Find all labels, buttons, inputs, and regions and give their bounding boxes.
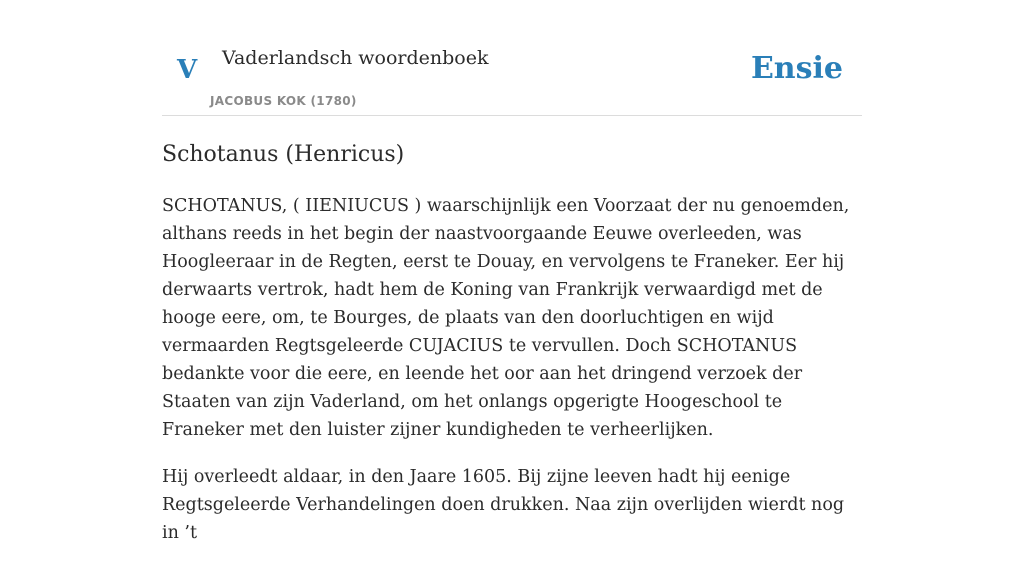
- ensie-logo[interactable]: Ensie: [750, 51, 843, 86]
- index-letter[interactable]: V: [177, 55, 198, 85]
- header: [162, 0, 862, 116]
- entry-title: Schotanus (Henricus): [162, 142, 405, 167]
- entry-paragraph: Hij overleedt aldaar, in den Jaare 1605. Bij zijne leeven hadt hij eenige Regtsgeleerde Verhandelingen doen drukken. Naa zijn overlijden wierdt nog in ’t: [162, 467, 845, 543]
- author-line: JACOBUS KOK (1780): [210, 94, 357, 108]
- page-container: [162, 0, 862, 543]
- book-title[interactable]: Vaderlandsch woordenboek: [222, 47, 489, 69]
- entry-body: [162, 192, 862, 566]
- entry-paragraph: SCHOTANUS, ( IIENIUCUS ) waarschijnlijk een Voorzaat der nu genoemden, althans reeds in het begin der naastvoorgaande Eeuwe overleeden, was Hoogleeraar in de Regten, eerst te Douay, en vervolgens te Franeker. Eer hij derwaarts vertrok, hadt hem de Koning van Frankrijk verwaardigd met de hooge eere, om, te Bourges, de plaats van den doorluchtigen en wijd vermaarden Regtsgeleerde CUJACIUS te vervullen. Doch SCHOTANUS bedankte voor die eere, en leende het oor aan het dringend verzoek der Staaten van zijn Vaderland, om het onlangs opgerigte Hoogeschool te Franeker met den luister zijner kundigheden te verheerlijken.: [162, 196, 850, 440]
